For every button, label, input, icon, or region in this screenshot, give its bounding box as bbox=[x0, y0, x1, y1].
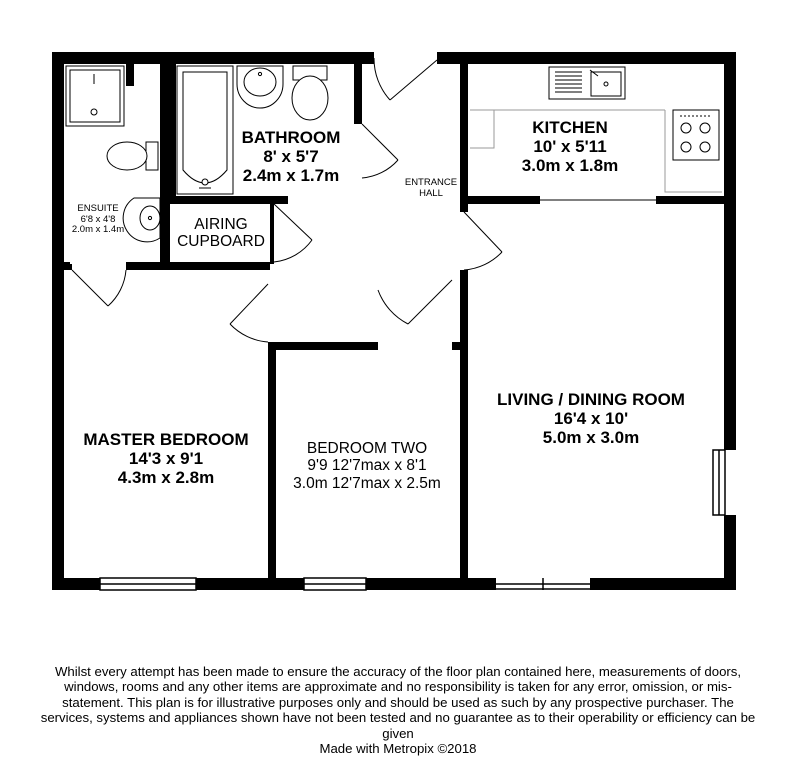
outer-wall-bottom-b bbox=[196, 578, 304, 590]
ensuite-right-wall bbox=[126, 64, 134, 86]
ensuite-door bbox=[72, 270, 126, 306]
outer-wall-bottom-c bbox=[366, 578, 496, 590]
outer-wall-left bbox=[52, 52, 64, 590]
ensuite-bottom-wall-b bbox=[126, 262, 270, 270]
disclaimer-text: Whilst every attempt has been made to ensure the accuracy of the floor plan contained here, measurements of doors, windows, rooms and any other items are approximate and no responsibility is taken for any error, omission, or mis-statement. This plan is for illustrative purposes only and should be used as such by any prospective purchaser. The services, systems and appliances shown have not been tested and no guarantee as to their operability or efficiency can be given bbox=[40, 664, 756, 741]
outer-wall-bottom-a bbox=[52, 578, 100, 590]
kitchen-bottom-wall-b bbox=[656, 196, 724, 204]
airing-cupboard-name-1: AIRING bbox=[194, 216, 248, 233]
airing-cupboard-door bbox=[274, 204, 312, 262]
living-dining-name: LIVING / DINING ROOM bbox=[497, 390, 685, 409]
outer-wall-top-right bbox=[437, 52, 736, 64]
kitchen-dims-metric: 3.0m x 1.8m bbox=[521, 156, 619, 176]
bathroom-label bbox=[230, 128, 352, 185]
bathroom-dims-metric: 2.4m x 1.7m bbox=[242, 166, 340, 186]
bath bbox=[177, 66, 233, 194]
ensuite-toilet bbox=[107, 142, 158, 170]
bathroom-name: BATHROOM bbox=[241, 128, 341, 147]
bathroom-door bbox=[362, 124, 398, 178]
disclaimer bbox=[40, 664, 756, 757]
patio-door bbox=[496, 578, 590, 590]
ensuite-shower bbox=[66, 66, 124, 126]
kitchen-name: KITCHEN bbox=[532, 118, 608, 137]
metropix-credit: Made with Metropix ©2018 bbox=[319, 741, 477, 757]
entrance-hall-label bbox=[396, 178, 466, 199]
ensuite-dims-imperial: 6'8 x 4'8 bbox=[80, 213, 116, 225]
bathroom-toilet bbox=[292, 66, 328, 120]
bathroom-bottom-wall bbox=[170, 196, 288, 204]
bedroom-two-door bbox=[378, 280, 452, 324]
living-dining-label bbox=[470, 390, 712, 447]
bedroom-two-dims-metric: 3.0m 12'7max x 2.5m bbox=[293, 474, 441, 492]
bedroom-two-top-wall bbox=[268, 342, 378, 350]
hall-bottom-wall-a bbox=[64, 262, 70, 270]
master-bedroom-name: MASTER BEDROOM bbox=[83, 430, 249, 449]
living-dining-dims-imperial: 16'4 x 10' bbox=[553, 409, 629, 429]
bathroom-left-wall bbox=[170, 64, 176, 204]
outer-wall-top-left bbox=[52, 52, 374, 64]
kitchen-sink bbox=[549, 67, 625, 99]
kitchen-dims-imperial: 10' x 5'11 bbox=[533, 137, 607, 157]
bedroom-two-dims-imperial: 9'9 12'7max x 8'1 bbox=[307, 457, 427, 475]
master-bedroom-dims-metric: 4.3m x 2.8m bbox=[117, 468, 215, 488]
bedroom-two-name: BEDROOM TWO bbox=[306, 440, 428, 457]
entrance-hall-name-2: HALL bbox=[419, 187, 443, 199]
airing-cupboard-name-2: CUPBOARD bbox=[177, 233, 265, 251]
bathroom-right-wall bbox=[354, 64, 362, 124]
ensuite-name: ENSUITE bbox=[77, 203, 119, 214]
kitchen-hob bbox=[673, 110, 719, 160]
master-bedroom-door bbox=[230, 284, 268, 342]
living-left-wall-lower bbox=[460, 270, 468, 578]
airing-cupboard-label bbox=[168, 216, 274, 251]
kitchen-bottom-wall-a bbox=[460, 196, 540, 204]
outer-wall-right-upper bbox=[724, 52, 736, 450]
living-room-door bbox=[464, 212, 502, 270]
ensuite-dims-metric: 2.0m x 1.4m bbox=[71, 224, 125, 236]
bedroom-two-label bbox=[274, 440, 460, 492]
master-bedroom-label bbox=[64, 430, 268, 487]
living-dining-dims-metric: 5.0m x 3.0m bbox=[542, 428, 640, 448]
ensuite-label bbox=[62, 204, 134, 236]
entrance-hall-name-1: ENTRANCE bbox=[404, 177, 458, 188]
bedroom-two-top-wall-b bbox=[452, 342, 464, 350]
bathroom-dims-imperial: 8' x 5'7 bbox=[263, 147, 319, 167]
master-bedroom-dims-imperial: 14'3 x 9'1 bbox=[128, 449, 204, 469]
bathroom-basin bbox=[237, 66, 283, 108]
front-door bbox=[374, 58, 437, 100]
kitchen-label bbox=[506, 118, 634, 175]
outer-wall-bottom-d bbox=[590, 578, 736, 590]
